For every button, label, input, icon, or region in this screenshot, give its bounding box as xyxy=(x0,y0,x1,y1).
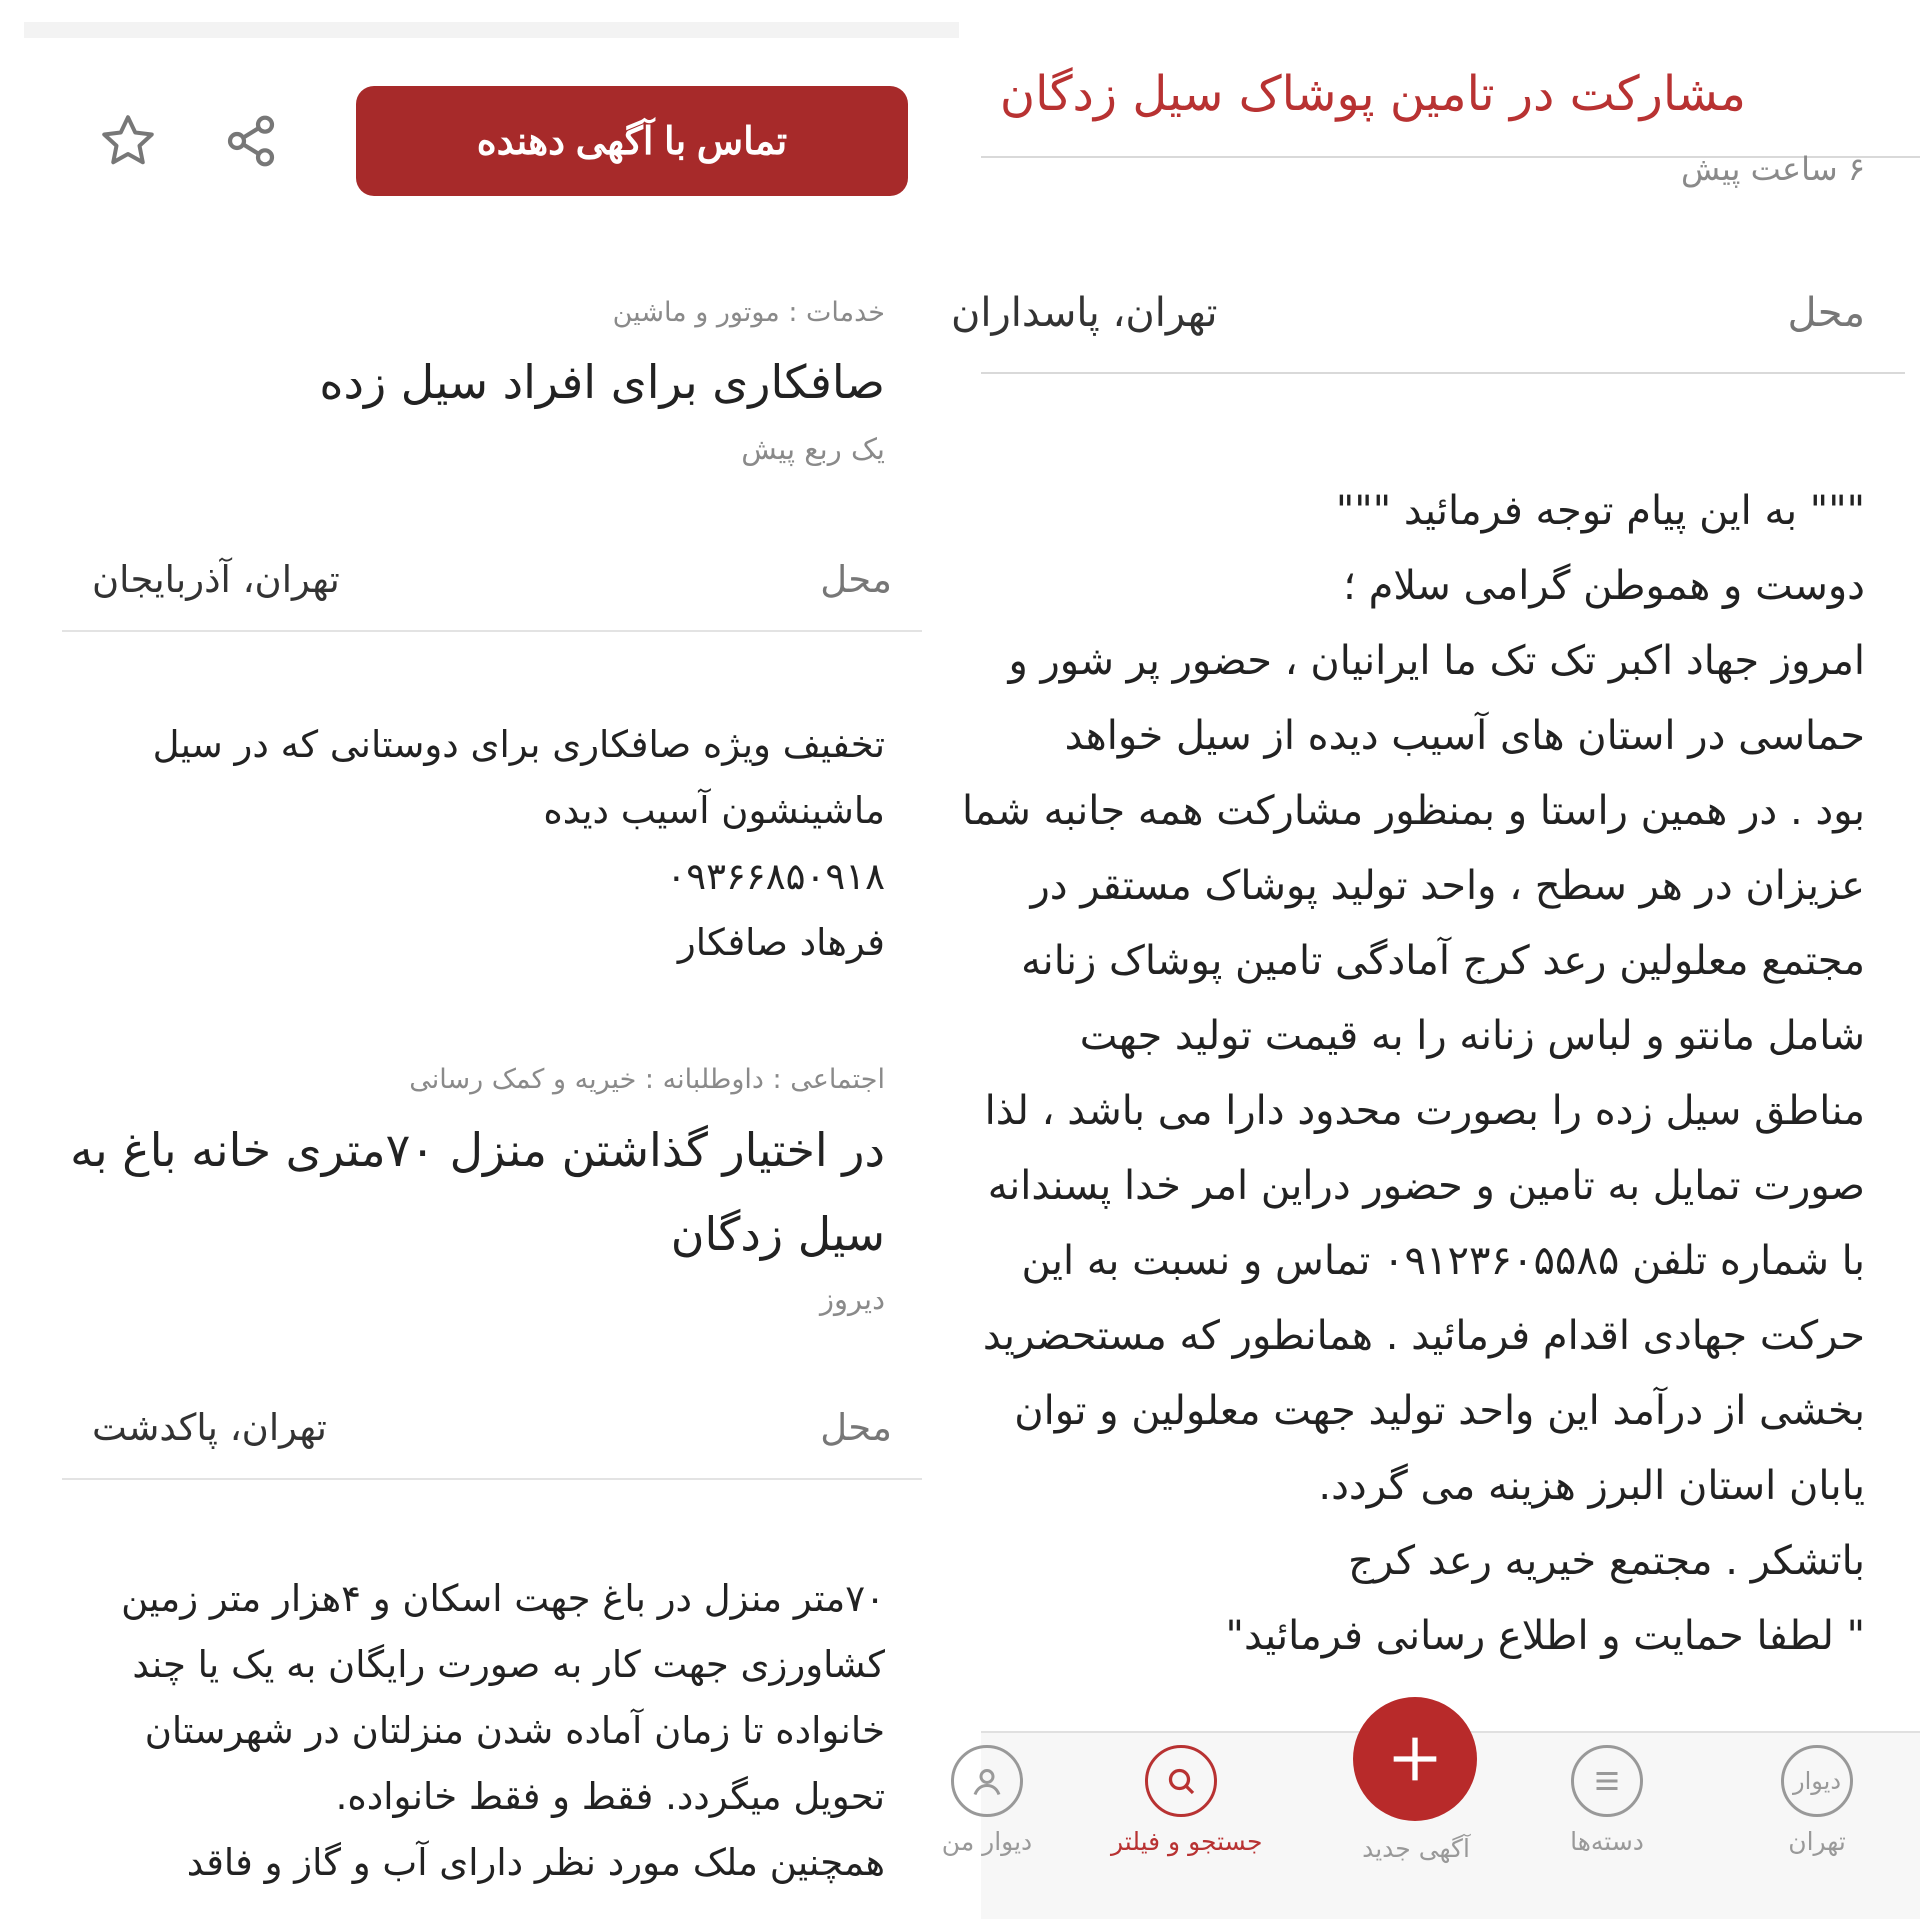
top-status-strip xyxy=(24,22,959,38)
ad-title[interactable] xyxy=(319,340,885,424)
ad-description xyxy=(121,1566,885,1896)
nav-label: جستجو و فیلتر xyxy=(1111,1827,1263,1856)
description-line: خانواده تا زمان آماده شدن منزلتان در شهرستان xyxy=(144,1709,885,1752)
description-line: فرهاد صافکار xyxy=(677,921,885,964)
description-line: بخشی از درآمد این واحد تولید جهت معلولین و توان xyxy=(1014,1388,1865,1434)
plus-icon xyxy=(1383,1727,1447,1791)
ad-category: خدمات : موتور و ماشین xyxy=(612,297,885,328)
description-line: با شماره تلفن ۰۹۱۲۳۶۰۵۵۸۵ تماس و نسبت به این xyxy=(1021,1238,1865,1284)
location-row xyxy=(62,1388,922,1480)
divar-logo-icon: دیوار xyxy=(1781,1745,1853,1817)
nav-label: آگهی جدید xyxy=(1362,1834,1470,1863)
new-ad-button[interactable] xyxy=(1353,1697,1477,1821)
description-line: دوست و هموطن گرامی سلام ؛ xyxy=(1343,563,1865,609)
right-screenshot-panel xyxy=(941,0,1920,1917)
description-line: مجتمع معلولین رعد کرج آمادگی تامین پوشاک زنانه xyxy=(1021,938,1865,984)
location-label: محل xyxy=(820,558,892,601)
location-value: تهران، آذربایجان xyxy=(92,558,340,601)
description-line: همچنین ملک مورد نظر دارای آب و گاز و فاقد xyxy=(186,1841,885,1884)
description-line: یابان استان البرز هزینه می گردد. xyxy=(1318,1463,1865,1509)
ad-time: یک ربع پیش xyxy=(741,432,885,466)
ad-title: مشارکت در تامین پوشاک سیل زدگان xyxy=(999,66,1746,122)
description-line: تخفیف ویژه صافکاری برای دوستانی که در سیل xyxy=(152,723,885,766)
nav-item-my-divar[interactable] xyxy=(917,1745,1057,1856)
description-line: " لطفا حمایت و اطلاع رسانی فرمائید" xyxy=(1225,1613,1865,1659)
search-icon xyxy=(1145,1745,1217,1817)
description-line: ۷۰متر منزل در باغ جهت اسکان و ۴هزار متر زمین xyxy=(121,1577,885,1620)
ad-category: اجتماعی : داوطلبانه : خیریه و کمک رسانی xyxy=(409,1064,885,1095)
description-line: ماشینشون آسیب دیده xyxy=(543,789,885,832)
description-line: عزیزان در هر سطح ، واحد تولید پوشاک مستقر در xyxy=(1030,863,1865,909)
location-label: محل xyxy=(1787,290,1865,336)
ad-title-line: صافکاری برای افراد سیل زده xyxy=(319,355,885,409)
nav-label: دیوار من xyxy=(941,1827,1033,1856)
description-line: کشاورزی جهت کار به صورت رایگان به یک یا چند xyxy=(132,1643,885,1686)
description-line: امروز جهاد اکبر تک تک ما ایرانیان ، حضور پر شور و xyxy=(1008,638,1865,684)
description-line: """ به این پیام توجه فرمائید """ xyxy=(1335,488,1865,534)
location-value: تهران، پاسداران xyxy=(951,290,1218,336)
location-value: تهران، پاکدشت xyxy=(92,1406,327,1449)
description-line: تحویل میگردد. فقط و فقط خانواده. xyxy=(335,1775,885,1818)
share-icon[interactable] xyxy=(211,101,291,181)
contact-advertiser-button[interactable]: تماس با آگهی دهنده xyxy=(356,86,908,196)
nav-item-categories[interactable] xyxy=(1537,1745,1677,1856)
location-row xyxy=(62,540,922,632)
ad-time: دیروز xyxy=(820,1282,885,1316)
ad-title-line: سیل زدگان xyxy=(670,1207,885,1261)
description-line: حرکت جهادی اقدام فرمائید . همانطور که مستحضرید xyxy=(982,1313,1865,1359)
ad-title-line: در اختیار گذاشتن منزل ۷۰متری خانه باغ به xyxy=(70,1123,885,1177)
list-icon xyxy=(1571,1745,1643,1817)
ad-time: ۶ ساعت پیش xyxy=(1681,150,1865,188)
description-line: شامل مانتو و لباس زنانه را به قیمت تولید جهت xyxy=(1079,1013,1865,1059)
bookmark-star-icon[interactable] xyxy=(88,101,168,181)
description-line: مناطق سیل زده را بصورت محدود دارا می باشد ، لذا xyxy=(984,1088,1865,1134)
description-line: باتشکر . مجتمع خیریه رعد کرج xyxy=(1348,1538,1865,1584)
nav-item-search[interactable] xyxy=(1111,1745,1263,1856)
divider xyxy=(981,372,1905,374)
location-label: محل xyxy=(820,1406,892,1449)
description-line: صورت تمایل به تامین و حضور دراین امر خدا پسندانه xyxy=(987,1163,1865,1209)
ad-title[interactable] xyxy=(70,1108,885,1276)
description-line: ۰۹۳۶۶۸۵۰۹۱۸ xyxy=(666,855,885,898)
description-line: بود . در همین راستا و بمنظور مشارکت همه جانبه شما xyxy=(962,788,1865,834)
ad-description xyxy=(905,474,1865,1674)
user-icon xyxy=(951,1745,1023,1817)
nav-label: تهران xyxy=(1788,1827,1846,1856)
nav-item-city[interactable] xyxy=(1747,1745,1887,1856)
ad-description xyxy=(153,712,885,976)
nav-label: دسته‌ها xyxy=(1570,1827,1644,1856)
description-line: حماسی در استان های آسیب دیده از سیل خواهد xyxy=(1064,713,1865,759)
